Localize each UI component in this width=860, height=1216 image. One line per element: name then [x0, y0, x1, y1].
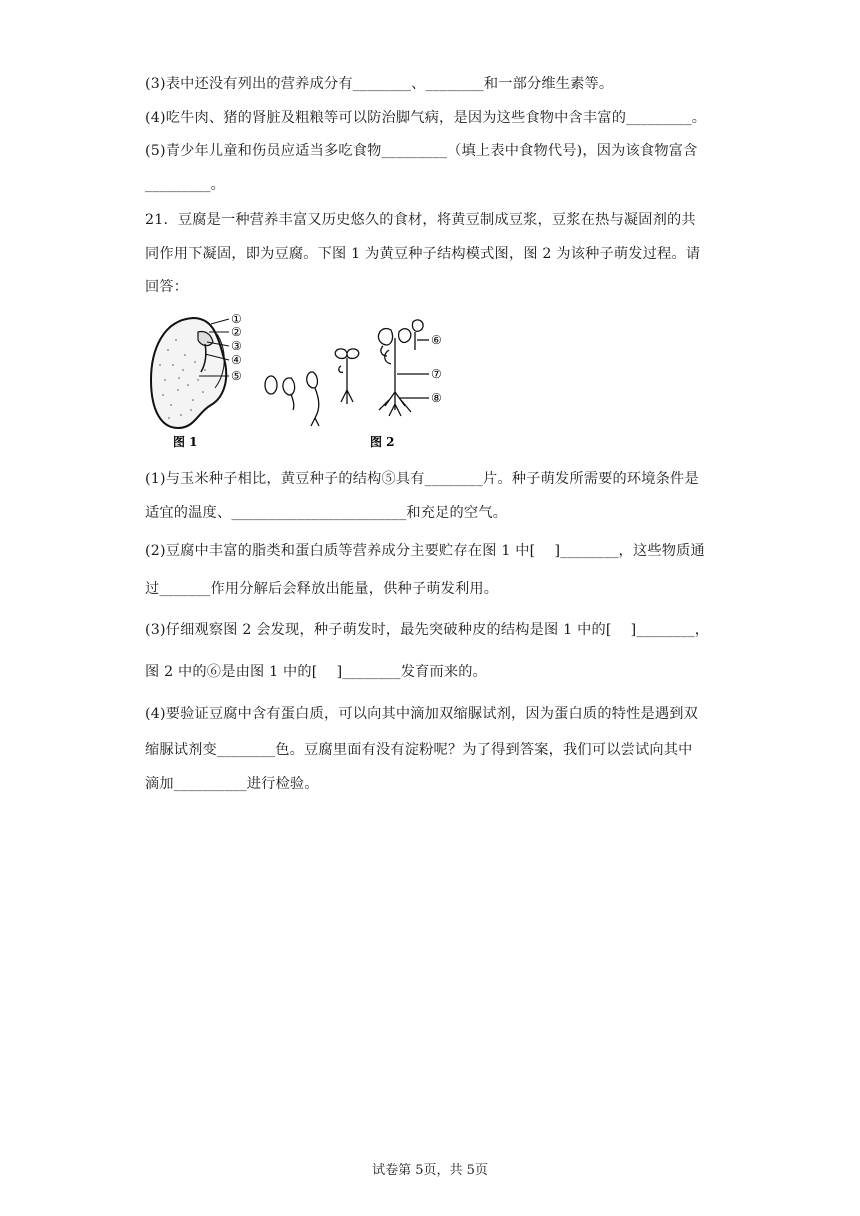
question-20-part-4: (4)吃牛肉、猪的肾脏及粗粮等可以防治脚气病，是因为这些食物中含丰富的_________。 [145, 110, 707, 126]
question-21-part-1-line-1: (1)与玉米种子相比，黄豆种子的结构⑤具有________片。种子萌发所需要的环境条件是 [145, 471, 699, 487]
fig1-label-3: ③ [231, 339, 242, 353]
fig1-label-1: ① [231, 312, 242, 326]
question-21-part-2-line-1: (2)豆腐中丰富的脂类和蛋白质等营养成分主要贮存在图 1 中[ ]________，这些物质通 [145, 543, 705, 559]
figure-1-bean-seed [151, 312, 242, 449]
figure-1-caption: 图 1 [173, 435, 198, 449]
question-21-part-1-line-2: 适宜的温度、________________________和充足的空气。 [145, 505, 508, 521]
question-21-part-3-line-2: 图 2 中的⑥是由图 1 中的[ ]________发育而来的。 [145, 664, 488, 680]
question-21-part-3-line-1: (3)仔细观察图 2 会发现，种子萌发时，最先突破种皮的结构是图 1 中的[ ]________， [145, 622, 710, 638]
fig2-label-7: ⑦ [431, 367, 442, 381]
question-20-part-5-line-1: (5)青少年儿童和伤员应适当多吃食物_________（填上表中食物代号)，因为该食物富含 [145, 143, 698, 159]
fig2-label-8: ⑧ [431, 391, 442, 405]
fig1-label-5: ⑤ [231, 369, 242, 383]
question-21-stem-line-1: 21．豆腐是一种营养丰富又历史悠久的食材，将黄豆制成豆浆，豆浆在热与凝固剂的共 [145, 212, 696, 228]
figure-2-caption: 图 2 [370, 435, 395, 449]
fig2-label-6: ⑥ [431, 333, 442, 347]
fig1-label-2: ② [231, 325, 242, 339]
figure-2-germination [265, 320, 429, 426]
question-20-part-3: (3)表中还没有列出的营养成分有________、________和一部分维生素等。 [145, 76, 614, 92]
fig1-label-4: ④ [231, 353, 242, 367]
question-21-stem-line-2: 同作用下凝固，即为豆腐。下图 1 为黄豆种子结构模式图，图 2 为该种子萌发过程。请 [145, 246, 701, 262]
question-20-part-5-line-2: _________。 [145, 177, 226, 193]
question-21-part-4-line-2: 缩脲试剂变________色。豆腐里面有没有淀粉呢？为了得到答案，我们可以尝试向其中 [145, 742, 693, 758]
page-footer: 试卷第 5页，共 5页 [372, 1163, 488, 1178]
question-21-part-2-line-2: 过_______作用分解后会释放出能量，供种子萌发利用。 [145, 581, 499, 597]
question-21-stem-line-3: 回答： [145, 279, 189, 295]
question-21-part-4-line-1: (4)要验证豆腐中含有蛋白质，可以向其中滴加双缩脲试剂，因为蛋白质的特性是遇到双 [145, 706, 699, 722]
question-21-part-4-line-3: 滴加__________进行检验。 [145, 776, 319, 792]
seed-figure [143, 310, 448, 455]
